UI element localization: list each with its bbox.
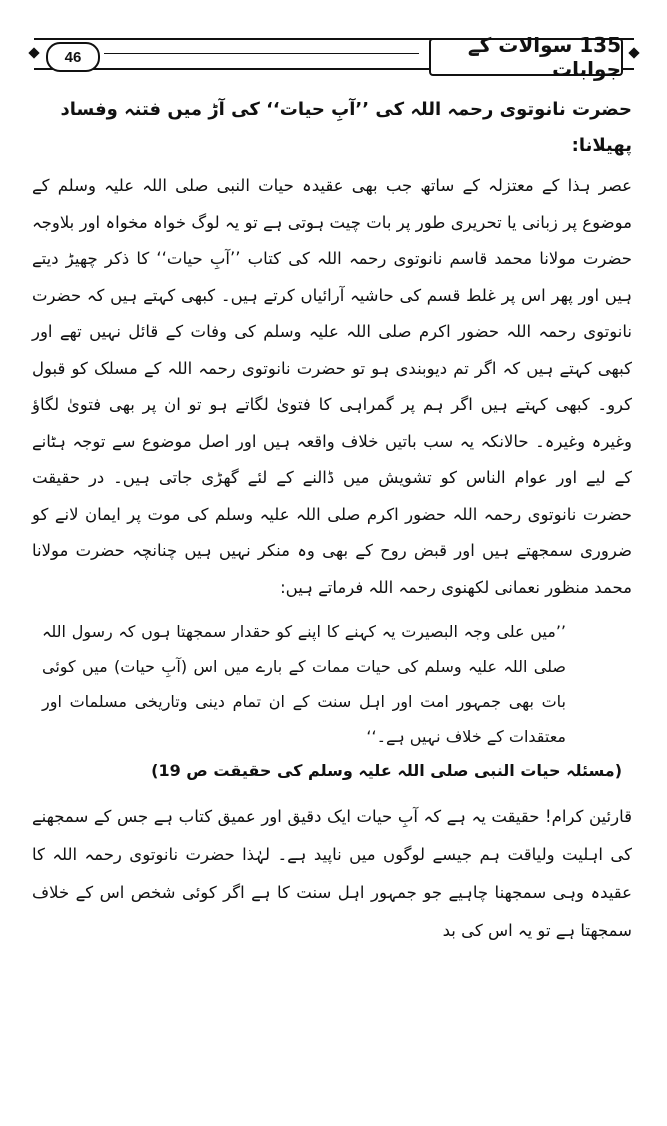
block-quote: ’’میں علی وجہ البصیرت یہ کہنے کا اپنے کو حقدار سمجھتا ہوں کہ رسول اللہ صلی اللہ علیہ وسلم کی حیات ممات کے بارے میں اس (آبِ حیات) میں کوئی بات بھی جمہور امت اور اہل سنت کے ان تمام دینی وتاریخی مسلمات اور معتقدات کے خلاف نہیں ہے۔‘‘ [42,622,566,746]
header-rule-mid-left [104,53,419,54]
ornament-diamond-left [28,47,39,58]
quote-reference: (مسئلہ حیات النبی صلی اللہ علیہ وسلم کی حقیقت ص 19) [151,761,622,780]
page-number: 46 [46,42,100,72]
page-header [34,28,634,84]
section-heading: حضرت نانوتوی رحمہ اللہ کی ’’آبِ حیات‘‘ کی آڑ میں فتنہ وفساد پھیلانا: [60,99,632,156]
body-paragraph-1: عصر ہذا کے معتزلہ کے ساتھ جب بھی عقیدہ حیات النبی صلی اللہ علیہ وسلم کے موضوع پر زبانی یا تحریری طور پر بات چیت ہوتی ہے تو یہ لوگ خواہ مخواہ اور بلاوجہ حضرت مولانا محمد قاسم نانوتوی رحمہ اللہ کی کتاب ’’آبِ حیات‘‘ کا ذکر چھیڑ دیتے ہیں اور پھر اس پر غلط قسم کی حاشیہ آرائیاں کرتے ہیں۔ کبھی کہتے ہیں کہ حضرت نانوتوی رحمہ اللہ حضور اکرم صلی اللہ علیہ وسلم کی وفات کے قائل نہیں تھے اور کبھی کہتے ہیں کہ اگر تم دیوبندی ہو تو حضرت نانوتوی رحمہ اللہ کے مسلک کو قبول کرو۔ کبھی کہتے ہیں اگر ہم پر گمراہی کا فتویٰ لگاتے ہو تو ان پر بھی فتویٰ لگاؤ وغیرہ وغیرہ۔ حالانکہ یہ سب باتیں خلاف واقعہ ہیں اور اصل موضوع سے توجہ ہٹانے کے لیے اور عوام الناس کو تشویش میں ڈالنے کے لئے گھڑی جاتی ہیں۔ در حقیقت حضرت نانوتوی رحمہ اللہ حضور اکرم صلی اللہ علیہ وسلم کی موت پر ایمان لانے کو ضروری سمجھتے ہیں اور قبض روح کے بھی وہ منکر نہیں ہیں چنانچہ حضرت مولانا محمد منظور نعمانی لکھنوی رحمہ اللہ فرماتے ہیں: [32,176,632,597]
body-paragraph-2: قارئین کرام! حقیقت یہ ہے کہ آبِ حیات ایک دقیق اور عمیق کتاب ہے جس کے سمجھنے کی اہلیت ولیاقت ہم جیسے لوگوں میں ناپید ہے۔ لہٰذا حضرت نانوتوی رحمہ اللہ کا عقیدہ وہی سمجھنا چاہیے جو جمہور اہل سنت کا ہے اگر کوئی شخص اس کے خلاف سمجھتا ہے تو یہ اس کی بد [32,807,632,940]
page-content [32,92,632,950]
ornament-diamond-right [628,47,639,58]
book-title: 135 سوالات کے جوابات [429,38,623,76]
